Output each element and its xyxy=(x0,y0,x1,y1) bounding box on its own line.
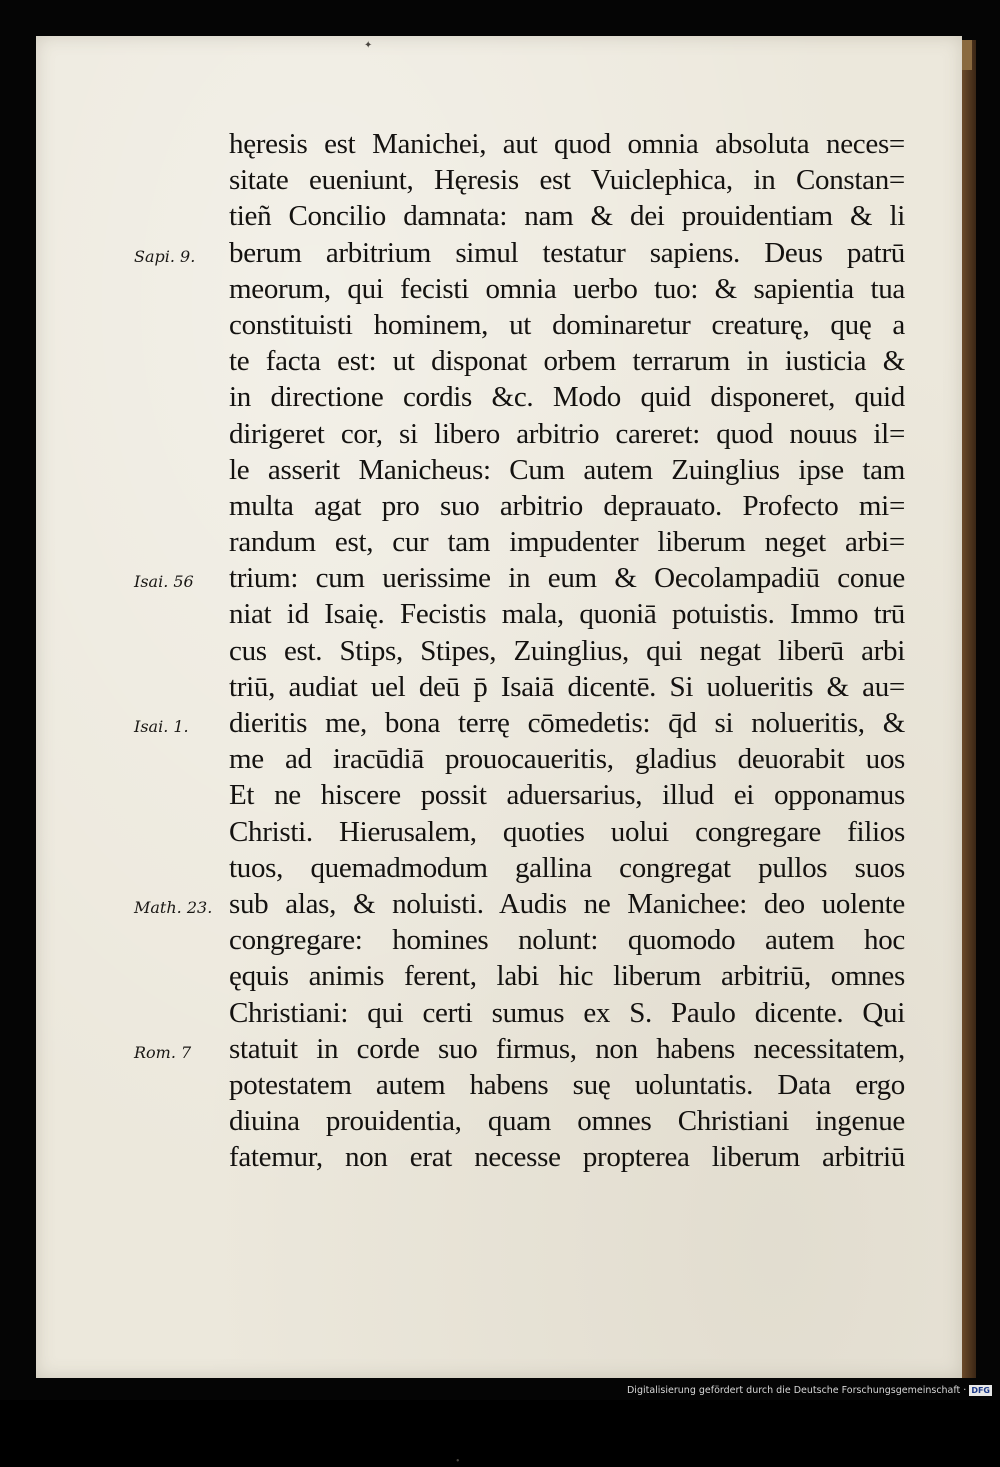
text-line: te facta est: ut disponat orbem terrarum in iusticia & xyxy=(229,345,905,378)
text-line: constituisti hominem, ut dominaretur creaturę, quę a xyxy=(229,308,905,341)
text-line: sub alas, & noluisti. Audis ne Manichee: deo uolente xyxy=(229,887,905,920)
text-line: in directione cordis &c. Modo quid disponeret, quid xyxy=(229,381,905,414)
text-line: diuina prouidentia, quam omnes Christiani ingenue xyxy=(229,1105,905,1138)
dfg-logo-icon: DFG xyxy=(971,1386,990,1395)
text-line: Et ne hiscere possit aduersarius, illud ei opponamus xyxy=(229,779,905,812)
text-line: ęquis animis ferent, labi hic liberum arbitriū, omnes xyxy=(229,960,905,993)
text-line: randum est, cur tam impudenter liberum neget arbi= xyxy=(229,526,905,559)
text-line: cus est. Stips, Stipes, Zuinglius, qui negat liberū arbi xyxy=(229,634,905,667)
text-line: triū, audiat uel deū p̄ Isaiā dicentē. Si uolueritis & au= xyxy=(229,670,905,703)
marginal-note: Rom. 7 xyxy=(134,1043,192,1062)
text-line: niat id Isaię. Fecistis mala, quoniā potuistis. Immo trū xyxy=(229,598,905,631)
text-line: Christi. Hierusalem, quoties uolui congregare filios xyxy=(229,815,905,848)
footer-credit xyxy=(627,1385,992,1396)
paper-speck: • xyxy=(456,1456,460,1467)
text-line: hęresis est Manichei, aut quod omnia absoluta neces= xyxy=(229,128,905,160)
text-line: sitate eueniunt, Hęresis est Vuiclephica, in Constan= xyxy=(229,164,905,197)
text-line: tuos, quemadmodum gallina congregat pullos suos xyxy=(229,851,905,884)
marginal-note: Isai. 1. xyxy=(134,717,189,737)
footer-credit-text: Digitalisierung gefördert durch die Deutsche Forschungsgemeinschaft · xyxy=(626,1385,967,1396)
text-line: potestatem autem habens suę uoluntatis. Data ergo xyxy=(229,1068,905,1101)
text-line: Christiani: qui certi sumus ex S. Paulo dicente. Qui xyxy=(229,996,905,1029)
text-line: trium: cum uerissime in eum & Oecolampadiū conue xyxy=(229,562,905,595)
text-line: le asserit Manicheus: Cum autem Zuinglius ipse tam xyxy=(229,453,905,486)
main-text-column xyxy=(229,126,909,1175)
text-line: multa agat pro suo arbitrio deprauato. Profecto mi= xyxy=(229,489,905,522)
text-line: fatemur, non erat necesse propterea liberum arbitriū xyxy=(229,1141,905,1174)
text-line: meorum, qui fecisti omnia uerbo tuo: & sapientia tua xyxy=(229,272,905,305)
marginal-note: Isai. 56 xyxy=(134,572,194,592)
marginal-note: Math. 23. xyxy=(134,898,213,918)
text-line: dieritis me, bona terrę cōmedetis: q̄d si nolueritis, & xyxy=(229,707,905,739)
paper-speck: ✦ xyxy=(364,40,373,51)
book-page-edge-highlight xyxy=(962,40,972,70)
text-line: berum arbitrium simul testatur sapiens. Deus patrū xyxy=(229,236,905,269)
text-line: me ad iracūdiā prouocaueritis, gladius deuorabit uos xyxy=(229,743,905,776)
marginal-note: Sapi. 9. xyxy=(134,246,196,266)
text-line: statuit in corde suo firmus, non habens necessitatem, xyxy=(229,1032,905,1065)
text-line: tieñ Concilio damnata: nam & dei prouidentiam & li xyxy=(229,200,905,233)
text-line: dirigeret cor, si libero arbitrio careret: quod nouus il= xyxy=(229,417,905,450)
book-page-edge xyxy=(962,40,976,1378)
text-line: congregare: homines nolunt: quomodo autem hoc xyxy=(229,924,905,957)
